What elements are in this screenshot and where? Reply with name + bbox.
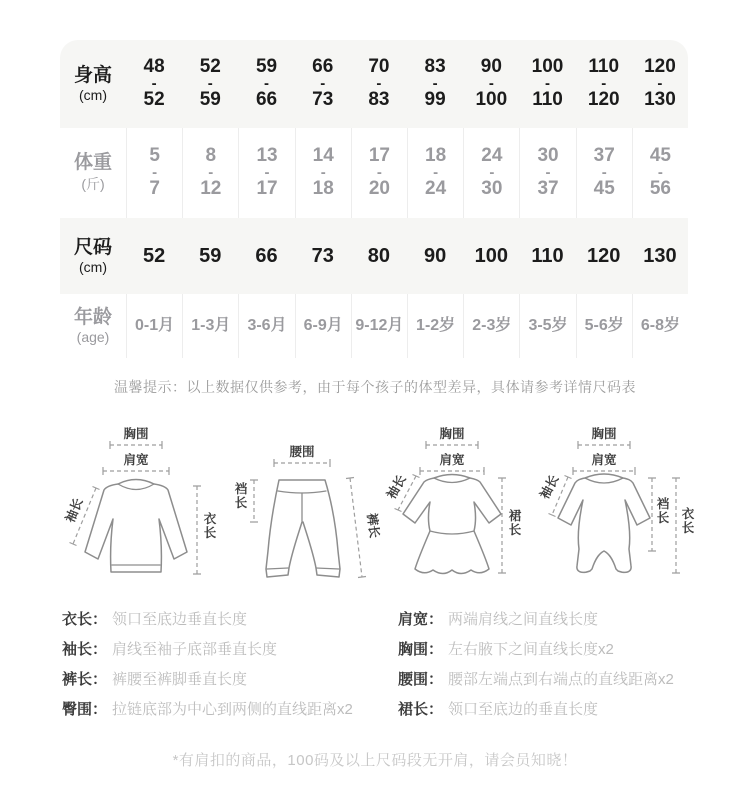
table-cell [407, 128, 463, 218]
crotch-label: 裆长 [234, 482, 248, 510]
definition-description: 拉链底部为中心到两侧的直线距离x2 [112, 700, 353, 718]
definition-description: 裤腰至裤脚垂直长度 [112, 670, 248, 688]
cell-value: 37 [593, 145, 615, 167]
table-cell [576, 294, 632, 358]
pant-length-measure-line [350, 478, 362, 577]
table-cell [295, 218, 351, 294]
crotch-label: 裆长 [656, 497, 670, 525]
table-cell [126, 294, 182, 358]
table-cell [519, 218, 575, 294]
cell-value: 59 [255, 56, 278, 78]
definition-term: 袖长： [62, 640, 108, 658]
cell-value: 130 [643, 245, 677, 267]
definition-line [398, 633, 743, 663]
table-cell [576, 40, 632, 128]
definition-line [62, 663, 392, 693]
sleeve-label: 袖长 [62, 496, 86, 525]
definition-description: 肩线至袖子底部垂直长度 [112, 640, 278, 658]
cell-value: 83 [424, 56, 446, 78]
definition-term: 衣长： [62, 610, 108, 628]
cell-value: 0-1月 [135, 317, 175, 335]
cell-value: 73 [312, 88, 334, 110]
cell-value: 7 [149, 177, 160, 199]
pants-diagram [226, 423, 388, 605]
definition-line [398, 603, 743, 633]
definition-line [62, 603, 392, 633]
cell-value: - [488, 75, 494, 93]
cell-value: 130 [644, 88, 676, 110]
table-row-weight [60, 128, 688, 218]
row-label-text: 身高 [73, 64, 112, 86]
row-label-text: 尺码 [73, 236, 112, 258]
table-cell [238, 294, 294, 358]
cell-value: 9-12月 [355, 317, 404, 335]
waist-label: 腰围 [289, 445, 315, 459]
cell-value: - [601, 164, 607, 182]
table-cell [632, 128, 688, 218]
cell-value: - [207, 75, 213, 93]
size-table [60, 40, 688, 358]
table-cell [126, 40, 182, 128]
dress-diagram [384, 423, 548, 605]
cell-value: 1-2岁 [416, 317, 456, 335]
definition-line [62, 693, 392, 723]
cell-value: 52 [142, 245, 166, 267]
cell-value: 8 [205, 145, 217, 167]
row-label-age [60, 294, 126, 358]
cell-value: 66 [255, 245, 278, 267]
cell-value: 66 [255, 88, 278, 110]
table-cell [295, 40, 351, 128]
table-cell [182, 40, 238, 128]
chest-label: 胸围 [439, 427, 465, 441]
cell-value: 30 [537, 145, 559, 167]
table-cell [351, 218, 407, 294]
cell-value: 5-6岁 [584, 317, 624, 335]
romper-outline [558, 474, 650, 572]
cell-value: 6-8岁 [640, 317, 680, 335]
sweater-outline [85, 480, 187, 573]
row-unit-text: (cm) [79, 87, 107, 104]
cell-value: 1-3月 [191, 317, 231, 335]
cell-value: 120 [587, 245, 621, 267]
table-cell [238, 40, 294, 128]
cell-value: - [264, 164, 270, 182]
definition-term: 裤长： [62, 670, 108, 688]
cell-value: 37 [537, 177, 559, 199]
cell-value: 52 [143, 88, 165, 110]
table-cell [407, 294, 463, 358]
cell-value: - [376, 75, 382, 93]
cell-value: 6-9月 [303, 317, 343, 335]
cell-value: 100 [475, 88, 508, 110]
shoulder-label: 肩宽 [591, 453, 617, 467]
table-cell [407, 218, 463, 294]
cell-value: - [657, 164, 663, 182]
row-label-text: 体重 [73, 151, 112, 173]
cell-value: 73 [311, 245, 334, 267]
cell-value: - [657, 75, 663, 93]
pant-length-label: 裤长 [364, 512, 382, 539]
length-label: 衣长 [681, 507, 695, 535]
cell-value: 17 [256, 177, 278, 199]
cell-value: - [601, 75, 607, 93]
row-label-height [60, 40, 126, 128]
cell-value: 90 [480, 56, 502, 78]
cell-value: - [151, 75, 157, 93]
cuff-lines [267, 568, 339, 569]
cell-value: - [432, 75, 438, 93]
table-row-age [60, 294, 688, 358]
table-cell [576, 218, 632, 294]
sleeve-label: 袖长 [384, 472, 409, 502]
table-cell [519, 128, 575, 218]
cell-value: 100 [474, 245, 508, 267]
definition-line [62, 633, 392, 663]
table-cell [295, 128, 351, 218]
cell-value: 110 [588, 56, 620, 78]
cell-value: 66 [312, 56, 334, 78]
dress-outline [403, 475, 501, 574]
cell-value: 18 [425, 145, 447, 167]
definition-term: 肩宽： [398, 610, 444, 628]
cell-value: 18 [312, 177, 334, 199]
cell-value: - [545, 75, 551, 93]
cell-value: - [376, 164, 382, 182]
definition-term: 腰围： [398, 670, 444, 688]
footnote-text: *有肩扣的商品，100码及以上尺码段无开肩，请会员知晓！ [172, 752, 578, 769]
cell-value: 59 [199, 88, 221, 110]
cell-value: 52 [199, 56, 221, 78]
cell-value: 110 [531, 245, 564, 267]
row-unit-text: (斤) [81, 176, 105, 193]
table-cell [126, 128, 182, 218]
pants-outline [266, 480, 340, 577]
table-cell [632, 294, 688, 358]
length-label: 衣长 [203, 512, 217, 540]
cell-value: 100 [531, 56, 564, 78]
cell-value: 56 [649, 177, 671, 199]
definition-description: 左右腋下之间直线长度x2 [448, 640, 614, 658]
table-cell [463, 128, 519, 218]
table-cell [182, 128, 238, 218]
cell-value: 30 [481, 177, 503, 199]
cell-value: 120 [644, 56, 676, 78]
cell-value: 3-6月 [247, 317, 287, 335]
row-unit-text: (age) [76, 329, 110, 346]
table-cell [238, 218, 294, 294]
romper-diagram [537, 423, 700, 605]
cell-value: 110 [532, 88, 563, 110]
definition-description: 领口至底边垂直长度 [112, 610, 248, 628]
cell-value: 20 [368, 177, 390, 199]
definitions-right-column [398, 603, 743, 723]
table-cell [407, 40, 463, 128]
table-cell [463, 40, 519, 128]
table-cell [238, 128, 294, 218]
cell-value: 14 [312, 145, 334, 167]
cell-value: 90 [423, 245, 447, 267]
definitions-left-column [62, 603, 392, 723]
cell-value: 48 [143, 56, 165, 78]
row-label-text: 年龄 [73, 306, 112, 328]
cell-value: - [152, 164, 158, 182]
cell-value: - [320, 164, 326, 182]
definition-description: 腰部左端点到右端点的直线距离x2 [448, 670, 674, 688]
chest-label: 胸围 [591, 427, 617, 441]
table-cell [295, 294, 351, 358]
shoulder-label: 肩宽 [439, 453, 465, 467]
table-cell [463, 218, 519, 294]
cell-value: 83 [368, 88, 390, 110]
cell-value: - [433, 164, 439, 182]
table-cell [182, 294, 238, 358]
cell-value: - [320, 75, 326, 93]
top-garment-diagram [52, 423, 230, 605]
chest-label: 胸围 [123, 427, 149, 441]
cell-value: 70 [368, 56, 390, 78]
notice-text: 温馨提示：以上数据仅供参考，由于每个孩子的体型差异，具体请参考详情尺码表 [114, 379, 636, 395]
table-cell [632, 218, 688, 294]
measurement-diagrams [0, 423, 750, 605]
definition-description: 领口至底边的垂直长度 [448, 700, 599, 718]
cell-value: 45 [593, 177, 615, 199]
cell-value: 99 [424, 88, 446, 110]
table-cell [519, 40, 575, 128]
table-cell [351, 294, 407, 358]
cell-value: 59 [199, 245, 222, 267]
cell-value: 3-5岁 [528, 317, 568, 335]
table-row-height [60, 40, 688, 128]
table-cell [463, 294, 519, 358]
row-unit-text: (cm) [79, 259, 107, 276]
cell-value: 17 [368, 145, 390, 167]
definition-line [398, 663, 743, 693]
table-cell [351, 128, 407, 218]
cell-value: - [545, 164, 551, 182]
table-cell [632, 40, 688, 128]
cell-value: 120 [587, 88, 620, 110]
cell-value: 13 [256, 145, 278, 167]
cell-value: - [489, 164, 495, 182]
table-cell [576, 128, 632, 218]
definition-description: 两端肩线之间直线长度 [448, 610, 599, 628]
cell-value: 45 [649, 145, 671, 167]
cell-value: 80 [367, 245, 391, 267]
sleeve-label: 袖长 [537, 472, 562, 502]
definition-term: 裙长： [398, 700, 444, 718]
skirt-length-label: 裙长 [508, 509, 522, 537]
cell-value: 5 [149, 145, 160, 167]
cell-value: - [264, 75, 269, 93]
row-label-size [60, 218, 126, 294]
table-row-size [60, 218, 688, 294]
table-cell [351, 40, 407, 128]
cell-value: 24 [425, 177, 447, 199]
cell-value: 24 [481, 145, 503, 167]
shoulder-label: 肩宽 [123, 453, 149, 467]
cell-value: 2-3岁 [472, 317, 512, 335]
row-label-weight [60, 128, 126, 218]
definition-line [398, 693, 743, 723]
table-cell [519, 294, 575, 358]
table-cell [182, 218, 238, 294]
table-cell [126, 218, 182, 294]
definition-term: 胸围： [398, 640, 444, 658]
cell-value: 12 [200, 177, 222, 199]
cell-value: - [208, 164, 214, 182]
definition-term: 臀围： [62, 700, 108, 718]
